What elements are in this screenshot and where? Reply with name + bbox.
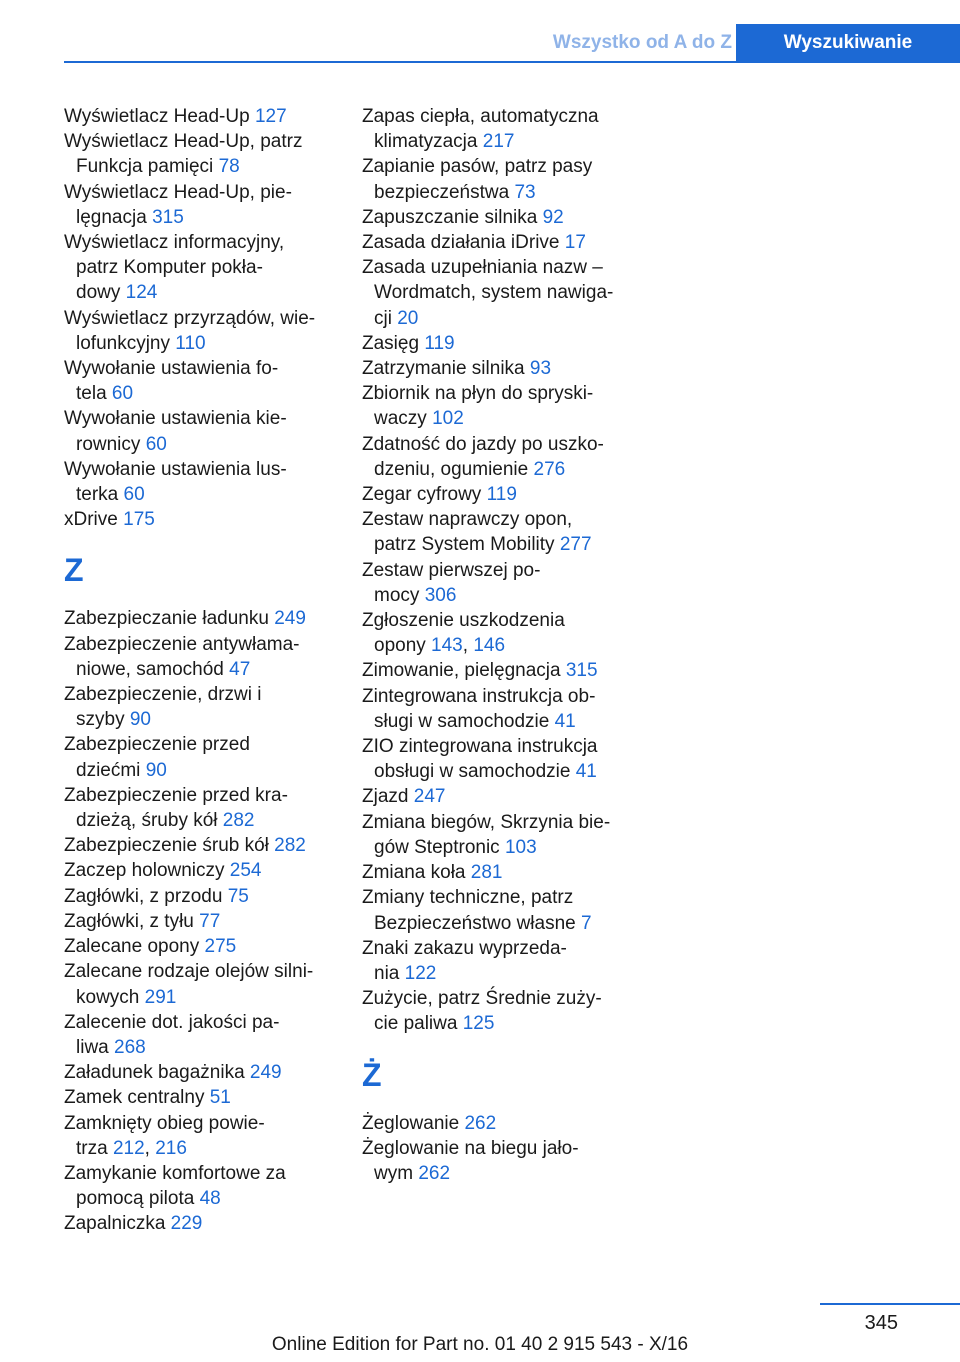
index-entry-line [362, 658, 646, 683]
index-entry-text: Wywołanie ustawienia lus‐ [64, 458, 287, 480]
index-entry-text: dziećmi [76, 759, 146, 781]
page-reference-link[interactable]: 102 [432, 408, 464, 430]
page-reference-link[interactable]: 41 [575, 761, 597, 783]
index-entry-text: lęgnacja [76, 206, 153, 228]
index-entry-line [362, 255, 646, 280]
page-reference-link[interactable]: 262 [418, 1162, 451, 1184]
page-reference-link[interactable]: 315 [565, 660, 598, 682]
index-entry-line [362, 1011, 646, 1036]
index-entry-line [64, 707, 344, 732]
index-entry-line [362, 457, 646, 482]
page-reference-link[interactable]: 306 [424, 584, 457, 606]
index-entry-line [362, 911, 646, 936]
header-tab-search[interactable]: Wyszukiwanie [736, 24, 960, 63]
index-entry-text: tela [76, 383, 112, 405]
index-entry [362, 230, 646, 255]
page-reference-link[interactable]: 276 [533, 458, 566, 480]
index-entry-line [362, 129, 646, 154]
page-reference-link[interactable]: 60 [123, 484, 145, 506]
page-reference-link[interactable]: 51 [209, 1087, 231, 1109]
index-entry-text: Wyświetlacz informacyjny, [64, 232, 285, 254]
page-reference-link[interactable]: 125 [462, 1013, 495, 1035]
page-reference-link[interactable]: 217 [482, 131, 515, 153]
index-entry [362, 154, 646, 204]
index-entry-text: niowe, samochód [76, 658, 230, 680]
index-entry [64, 934, 344, 959]
index-entry-line [362, 784, 646, 809]
index-entry [64, 356, 344, 406]
index-entry-line [64, 230, 344, 255]
index-entry-line [362, 432, 646, 457]
index-entry-line [64, 884, 344, 909]
index-entry-text: Zdatność do jazdy po uszko‐ [362, 433, 604, 455]
index-entry-line [64, 306, 344, 331]
index-entry [64, 909, 344, 934]
index-entry-line [64, 606, 344, 631]
index-letter-heading: Z [64, 552, 84, 589]
index-entry-text: Zmiana koła [362, 862, 471, 884]
index-entry-line [362, 986, 646, 1011]
index-entry-line [362, 633, 646, 658]
index-entry-line [64, 331, 344, 356]
index-entry-text: terka [76, 484, 124, 506]
index-entry-text: Zabezpieczanie ładunku [64, 608, 275, 630]
index-entry-line [362, 759, 646, 784]
index-entry-text: Wyświetlacz Head-Up, patrz [64, 131, 303, 153]
index-entry-line [64, 858, 344, 883]
page-reference-link[interactable]: 216 [155, 1137, 187, 1159]
index-entry-text: mocy [374, 584, 425, 606]
index-entry-text: Zatrzymanie silnika [362, 358, 530, 380]
index-entry [64, 606, 344, 631]
index-entry [64, 959, 344, 1009]
index-entry-text: dzieżą, śruby kół [76, 810, 223, 832]
index-entry-line [362, 154, 646, 179]
index-entry-text: Żeglowanie [362, 1112, 465, 1134]
index-entry-text: Zapas ciepła, automatyczna [362, 106, 599, 127]
index-entry [64, 632, 344, 682]
page-reference-link[interactable]: 20 [397, 307, 419, 329]
index-entry-text: bezpieczeństwa [374, 181, 515, 203]
index-entry-text: Wyświetlacz Head-Up [64, 106, 255, 127]
index-entry-text: szyby [76, 709, 130, 731]
page-reference-link[interactable]: 127 [254, 106, 287, 127]
index-entry-line [64, 934, 344, 959]
header-section-title[interactable]: Wszystko od A do Z [552, 32, 732, 53]
index-entry-text: Zintegrowana instrukcja ob‐ [362, 685, 596, 707]
index-entry [362, 1136, 646, 1186]
index-entry-text: Znaki zakazu wyprzeda‐ [362, 937, 567, 959]
index-entry [362, 432, 646, 482]
index-entry [64, 1060, 344, 1085]
page-reference-link[interactable]: 249 [274, 608, 306, 630]
index-entry [362, 255, 646, 331]
index-entry-text: Zamykanie komfortowe za [64, 1162, 286, 1184]
index-entry-text: lofunkcyjny [76, 332, 176, 354]
page-reference-link[interactable]: 175 [123, 509, 155, 531]
index-entry-line [362, 709, 646, 734]
index-entry-text: Zabezpieczenie, drzwi i [64, 684, 262, 706]
index-entry [362, 482, 646, 507]
index-entry-text: trza [76, 1137, 113, 1159]
index-entry-text: waczy [374, 408, 433, 430]
index-entry-line [64, 205, 344, 230]
index-entry [64, 1211, 344, 1236]
index-entry-line [64, 1060, 344, 1085]
page-reference-link[interactable]: 92 [542, 206, 564, 228]
index-entry-text: cie paliwa [374, 1013, 463, 1035]
index-entry-line [64, 129, 344, 154]
index-entry-line [362, 558, 646, 583]
index-entry [64, 180, 344, 230]
index-entry [64, 732, 344, 782]
index-entry-text: Zmiana biegów, Skrzynia bie‐ [362, 811, 611, 833]
index-entry-line [362, 482, 646, 507]
index-entry [64, 783, 344, 833]
index-entry-text: xDrive [64, 509, 124, 531]
index-entry-line [64, 457, 344, 482]
index-entry-text: Zabezpieczenie śrub kół [64, 835, 275, 857]
index-entry [64, 884, 344, 909]
index-entry-text: patrz System Mobility [374, 534, 560, 556]
index-entry-line [64, 783, 344, 808]
page-reference-link[interactable]: 90 [129, 709, 151, 731]
index-entry-text: patrz Komputer pokła‐ [76, 257, 263, 279]
index-entry-line [362, 936, 646, 961]
index-entry-line [64, 1111, 344, 1136]
index-entry-text: opony [374, 635, 432, 657]
index-entry [64, 833, 344, 858]
index-entry-line [362, 734, 646, 759]
index-entry [362, 885, 646, 935]
page-reference-link[interactable]: 75 [227, 885, 249, 907]
index-entry-line [362, 1136, 646, 1161]
index-entry-text: Zabezpieczenie przed kra‐ [64, 784, 288, 806]
index-entry-line [64, 758, 344, 783]
index-entry-text: Zagłówki, z przodu [64, 885, 228, 907]
index-entry-text: Zamek centralny [64, 1087, 210, 1109]
index-entry-text: Zabezpieczenie antywłama‐ [64, 633, 300, 655]
index-entry-line [362, 684, 646, 709]
index-entry-text: Zimowanie, pielęgnacja [362, 660, 566, 682]
page-reference-link[interactable]: 60 [111, 383, 134, 405]
index-entry [362, 104, 646, 154]
index-entry-line [64, 406, 344, 431]
page-reference-link[interactable]: 124 [125, 282, 158, 304]
index-entry [64, 858, 344, 883]
page-reference-link[interactable]: 7 [581, 912, 592, 934]
index-entry-text: Zasada działania iDrive [362, 232, 565, 254]
index-entry [362, 810, 646, 860]
index-entry-line [64, 1211, 344, 1236]
page-reference-link[interactable]: 110 [175, 332, 206, 354]
index-entry-line [64, 180, 344, 205]
index-entry-text: wym [374, 1162, 419, 1184]
index-entry [64, 230, 344, 306]
index-entry [64, 406, 344, 456]
index-entry-text: Zegar cyfrowy [362, 484, 487, 506]
page-reference-link[interactable]: 119 [424, 332, 455, 354]
index-entry [362, 684, 646, 734]
page-reference-link[interactable]: 41 [554, 710, 576, 732]
index-entry-text: Wordmatch, system nawiga‐ [374, 282, 614, 304]
index-entry [362, 558, 646, 608]
index-entry [64, 129, 344, 179]
page-reference-link[interactable]: 254 [229, 860, 262, 882]
index-entry-line [362, 1161, 646, 1186]
page-reference-link[interactable]: 249 [249, 1062, 282, 1084]
page-reference-link[interactable]: 60 [145, 433, 167, 455]
index-entry-text: Zmiany techniczne, patrz [362, 887, 574, 909]
index-entry-text: Zasięg [362, 332, 425, 354]
index-entry-line [64, 833, 344, 858]
index-entry-line [362, 961, 646, 986]
index-entry-line [362, 205, 646, 230]
index-entry-line [64, 1010, 344, 1035]
page-reference-link[interactable]: 77 [199, 910, 221, 932]
page-reference-link[interactable]: 262 [464, 1112, 497, 1134]
index-entry-line [64, 657, 344, 682]
page-reference-link[interactable]: 119 [486, 484, 517, 506]
index-entry-line [64, 356, 344, 381]
index-entry-line [64, 1136, 344, 1161]
page-reference-link[interactable]: 291 [144, 986, 177, 1008]
index-entry-text: ZIO zintegrowana instrukcja [362, 736, 598, 758]
index-entry-line [362, 835, 646, 860]
page-reference-link[interactable]: 103 [504, 836, 537, 858]
index-entry-line [64, 632, 344, 657]
page-reference-link[interactable]: 281 [470, 862, 503, 884]
index-entry-line [362, 306, 646, 331]
index-entry-text: Zapuszczanie silnika [362, 206, 543, 228]
index-entry-text: liwa [76, 1036, 115, 1058]
index-entry [64, 104, 344, 129]
index-entry-text: Wywołanie ustawienia fo‐ [64, 358, 279, 380]
index-entry-text: Zasada uzupełniania nazw – [362, 257, 603, 279]
index-entry [362, 658, 646, 683]
index-entry-line [64, 808, 344, 833]
page-reference-link[interactable]: 247 [413, 786, 446, 808]
index-entry-line [64, 682, 344, 707]
index-entry-line [362, 608, 646, 633]
page-reference-link[interactable]: 78 [218, 156, 240, 178]
index-entry-text: Zamknięty obieg powie‐ [64, 1112, 265, 1134]
index-entry-text: cji [374, 307, 398, 329]
index-entry-line [64, 280, 344, 305]
page-reference-link[interactable]: 48 [199, 1188, 221, 1210]
index-entry-line [64, 732, 344, 757]
index-entry-line [64, 255, 344, 280]
index-entry-text: dzeniu, ogumienie [374, 458, 534, 480]
index-entry-text: Wyświetlacz Head-Up, pie‐ [64, 181, 292, 203]
reference-separator: , [144, 1137, 156, 1159]
index-entry [362, 936, 646, 986]
page-reference-link[interactable]: 143 [431, 635, 463, 657]
index-entry [64, 682, 344, 732]
page-reference-link[interactable]: 17 [564, 232, 586, 254]
index-entry-line [64, 909, 344, 934]
index-entry-line [64, 104, 344, 129]
page-reference-link[interactable]: 229 [170, 1213, 203, 1235]
index-entry-line [362, 104, 646, 129]
index-entry-line [362, 381, 646, 406]
footer-rule [820, 1303, 960, 1305]
index-entry-text: Zalecenie dot. jakości pa‐ [64, 1011, 280, 1033]
index-entry-text: Wyświetlacz przyrządów, wie‐ [64, 307, 316, 329]
index-entry [362, 507, 646, 557]
index-entry-line [362, 532, 646, 557]
index-entry-text: Załadunek bagażnika [64, 1062, 250, 1084]
index-entry-text: kowych [76, 986, 145, 1008]
index-entry-text: dowy [76, 282, 126, 304]
index-entry [362, 356, 646, 381]
index-entry [362, 1111, 646, 1136]
index-entry-line [64, 1085, 344, 1110]
index-entry [362, 734, 646, 784]
index-entry [64, 1161, 344, 1211]
edition-footer: Online Edition for Part no. 01 40 2 915 543 - X/16 [271, 1334, 689, 1355]
index-entry [362, 986, 646, 1036]
index-entry-line [362, 406, 646, 431]
index-entry-line [362, 356, 646, 381]
index-entry-text: pomocą pilota [76, 1188, 200, 1210]
index-entry-text: Zabezpieczenie przed [64, 734, 250, 756]
index-entry-text: Zgłoszenie uszkodzenia [362, 610, 565, 632]
index-column-right [362, 104, 646, 1186]
index-entry-line [64, 1161, 344, 1186]
index-entry-line [362, 885, 646, 910]
index-entry-line [362, 583, 646, 608]
index-entry-line [64, 507, 344, 532]
index-entry [362, 608, 646, 658]
index-entry-text: Zapianie pasów, patrz pasy [362, 156, 593, 178]
page-reference-link[interactable]: 268 [114, 1036, 146, 1058]
index-entry [362, 860, 646, 885]
index-entry-line [64, 381, 344, 406]
index-entry-text: Zaczep holowniczy [64, 860, 230, 882]
page-reference-link[interactable]: 282 [222, 810, 255, 832]
index-entry [64, 507, 344, 532]
index-entry-text: Zużycie, patrz Średnie zuży‐ [362, 988, 602, 1010]
index-entry-line [362, 810, 646, 835]
index-entry-line [64, 1035, 344, 1060]
index-entry [64, 1010, 344, 1060]
index-entry-text: Żeglowanie na biegu jało‐ [362, 1137, 579, 1159]
index-entry-text: nia [374, 962, 405, 984]
index-entry [64, 1085, 344, 1110]
index-entry-line [64, 482, 344, 507]
index-entry-line [64, 154, 344, 179]
index-entry-text: Zapalniczka [64, 1213, 171, 1235]
index-entry-line [64, 432, 344, 457]
index-entry [64, 457, 344, 507]
page-reference-link[interactable]: 315 [152, 206, 184, 228]
index-entry-text: gów Steptronic [374, 836, 505, 858]
index-entry-line [362, 230, 646, 255]
index-entry-line [64, 959, 344, 984]
index-entry-text: Zestaw naprawczy opon, [362, 509, 573, 531]
index-entry-line [362, 180, 646, 205]
page-reference-link[interactable]: 275 [204, 936, 237, 958]
index-entry-line [362, 1111, 646, 1136]
index-entry-line [362, 280, 646, 305]
index-entry-text: Zalecane opony [64, 936, 205, 958]
index-entry-line [362, 507, 646, 532]
index-entry-text: sługi w samochodzie [374, 710, 555, 732]
index-column-left [64, 104, 344, 1237]
index-entry-line [362, 331, 646, 356]
index-entry-line [362, 860, 646, 885]
page-reference-link[interactable]: 146 [473, 635, 506, 657]
index-entry-line [64, 1186, 344, 1211]
index-entry-text: Wywołanie ustawienia kie‐ [64, 408, 287, 430]
index-entry [362, 205, 646, 230]
page-reference-link[interactable]: 282 [274, 835, 306, 857]
index-letter-heading: Ż [362, 1056, 382, 1093]
index-entry-text: Zalecane rodzaje olejów silni‐ [64, 961, 314, 983]
page-reference-link[interactable]: 47 [229, 658, 251, 680]
page-reference-link[interactable]: 73 [514, 181, 536, 203]
page-reference-link[interactable]: 122 [404, 962, 437, 984]
index-entry-line [64, 985, 344, 1010]
index-entry-text: Zagłówki, z tyłu [64, 910, 200, 932]
page-number: 345 [864, 1312, 898, 1334]
reference-separator: , [462, 635, 474, 657]
index-entry-text: rownicy [76, 433, 146, 455]
page-reference-link[interactable]: 212 [112, 1137, 145, 1159]
page-reference-link[interactable]: 277 [559, 534, 592, 556]
page-reference-link[interactable]: 90 [145, 759, 167, 781]
index-entry [64, 306, 344, 356]
index-entry [362, 331, 646, 356]
index-entry-text: klimatyzacja [374, 131, 483, 153]
index-entry-text: Zestaw pierwszej po‐ [362, 559, 541, 581]
page-reference-link[interactable]: 93 [529, 358, 552, 380]
index-entry-text: Bezpieczeństwo własne [374, 912, 581, 934]
index-entry [64, 1111, 344, 1161]
index-entry-text: Funkcja pamięci [76, 156, 219, 178]
index-entry [362, 381, 646, 431]
index-entry-text: Zbiornik na płyn do spryski‐ [362, 383, 594, 405]
index-entry-text: obsługi w samochodzie [374, 761, 576, 783]
index-entry-text: Zjazd [362, 786, 414, 808]
index-entry [362, 784, 646, 809]
